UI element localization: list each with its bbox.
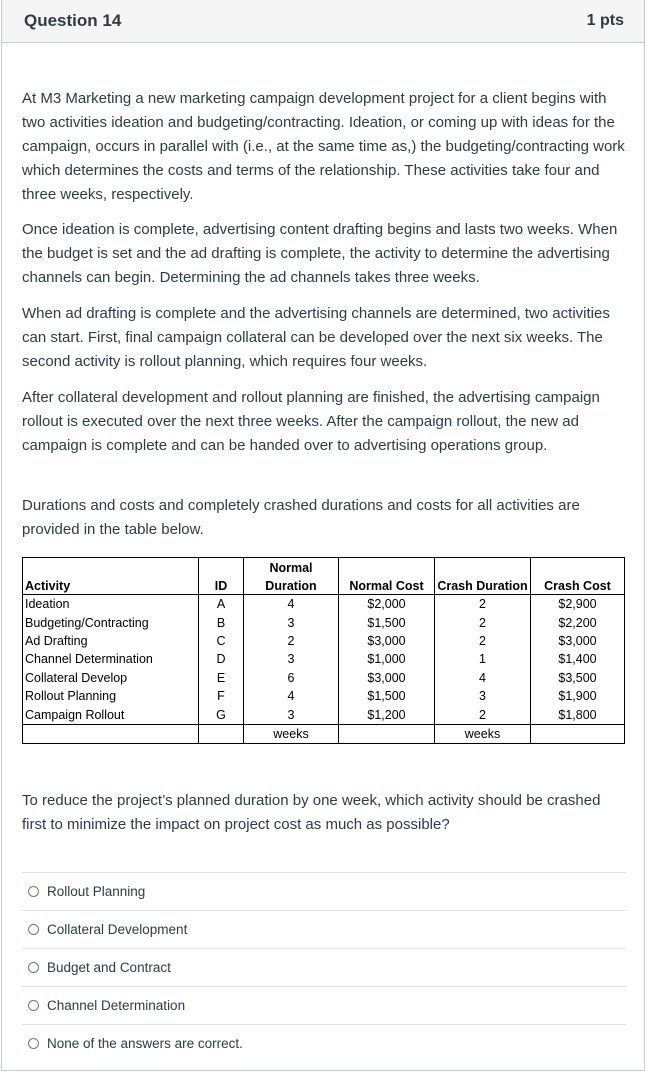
paragraph-rollout: After collateral development and rollout planning are finished, the advertising campaign rollout is executed over the next three weeks. After the campaign rollout, the new ad campaign is complete and can be handed over to advertising operations group. [22, 389, 600, 454]
answer-channel-determination[interactable]: Channel Determination [22, 986, 626, 1024]
answer-collateral-development[interactable]: Collateral Development [22, 910, 626, 948]
radio-button[interactable] [28, 924, 39, 935]
question-title: Question 14 [24, 11, 122, 30]
crash-duration-unit: weeks [435, 724, 531, 743]
header-normal-duration: Duration [244, 576, 339, 595]
paragraph-drafting: Once ideation is complete, advertising content drafting begins and lasts two weeks. When the budget is set and the ad drafting is complete, the activity to determine the advertising channels can begin. Determining the ad channels takes three weeks. [22, 221, 618, 286]
answer-budget-and-contract[interactable]: Budget and Contract [22, 948, 626, 986]
table-header-row-top [23, 558, 625, 577]
paragraph-table-intro: Durations and costs and completely crashed durations and costs for all activities are provided in the table below. [22, 497, 580, 538]
answer-none-correct[interactable]: None of the answers are correct. [22, 1024, 626, 1062]
table-row: Ad Drafting C 2 $3,000 2 $3,000 [23, 632, 625, 650]
paragraph-intro: At M3 Marketing a new marketing campaign development project for a client begins with two activities ideation and budgeting/contracting. Ideation, or coming up with ideas for the campaign, occurs in parallel with (i.e., at the same time as,) the budgeting/contracting work which determines the costs and terms of the relationship. These activities take four and three weeks, respectively. [22, 90, 625, 203]
question-points: 1 pts [586, 12, 624, 29]
paragraph-collateral: When ad drafting is complete and the advertising channels are determined, two activities can start. First, final campaign collateral can be developed over the next six weeks. The second activity is rollout planning, which requires four weeks. [22, 305, 610, 370]
table-row: Campaign Rollout G 3 $1,200 2 $1,800 [23, 705, 625, 724]
radio-button[interactable] [28, 962, 39, 973]
table-header-row [23, 576, 625, 595]
table-row: Ideation A 4 $2,000 2 $2,900 [23, 595, 625, 614]
answer-list [22, 872, 626, 1062]
table-row: Channel Determination D 3 $1,000 1 $1,400 [23, 650, 625, 668]
question-prompt: To reduce the project’s planned duration by one week, which activity should be crashed first to minimize the impact on project cost as much as possible? [22, 792, 601, 833]
header-crash-cost: Crash Cost [531, 576, 625, 595]
header-id: ID [199, 576, 244, 595]
header-normal: Normal [244, 558, 339, 577]
radio-button[interactable] [28, 1000, 39, 1011]
header-normal-cost: Normal Cost [339, 576, 435, 595]
header-activity: Activity [23, 576, 199, 595]
table-row: Budgeting/Contracting B 3 $1,500 2 $2,200 [23, 613, 625, 631]
radio-button[interactable] [28, 1038, 39, 1049]
answer-rollout-planning[interactable]: Rollout Planning [22, 872, 626, 910]
table-row: Collateral Develop E 6 $3,000 4 $3,500 [23, 669, 625, 687]
normal-duration-unit: weeks [244, 724, 339, 743]
table-footer-row [23, 724, 625, 743]
table-row: Rollout Planning F 4 $1,500 3 $1,900 [23, 687, 625, 705]
radio-button[interactable] [28, 886, 39, 897]
header-crash-duration: Crash Duration [435, 576, 531, 595]
question-header [2, 0, 644, 43]
activity-table [22, 557, 625, 744]
